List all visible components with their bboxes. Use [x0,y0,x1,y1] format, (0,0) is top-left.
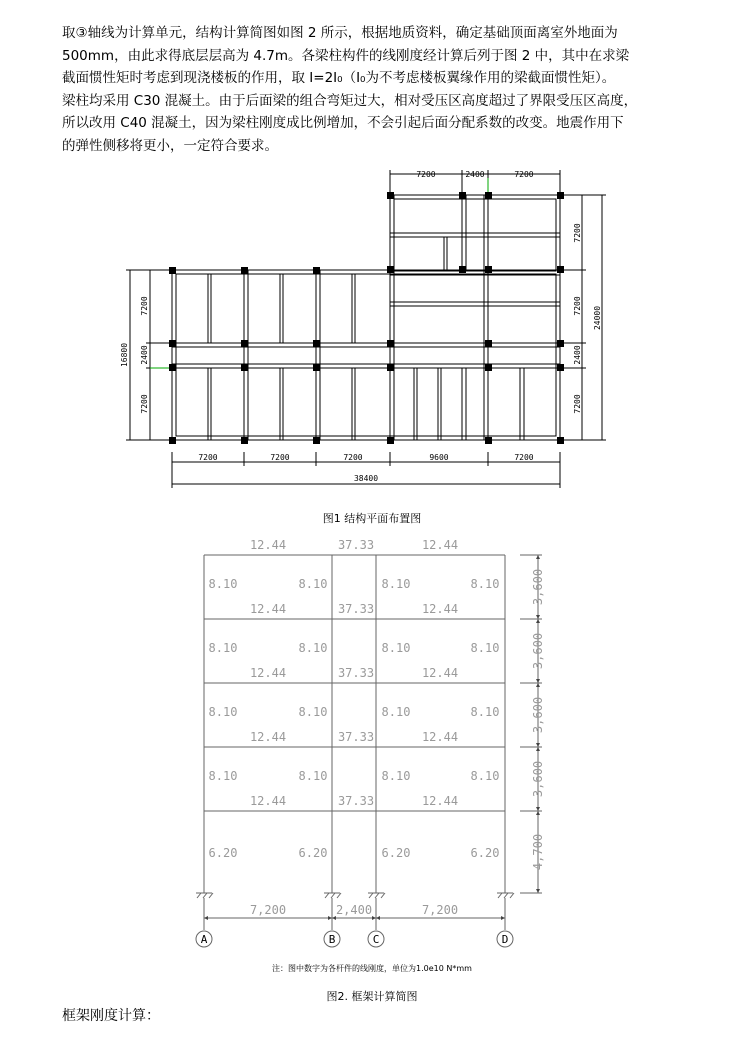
beam-stiffness-label: 12.44 [421,730,459,744]
column-stiffness-label: 6.20 [470,846,500,860]
span-label: 7,200 [249,903,287,917]
beam-stiffness-label: 12.44 [249,794,287,808]
column-stiffness-label: 8.10 [298,577,328,591]
fig1-right-dim: 2400 [573,345,582,365]
beam-stiffness-label: 37.33 [337,730,375,744]
beam-stiffness-label: 12.44 [249,602,287,616]
fig1-right-dim: 7200 [573,296,582,316]
intro-line: 所以改用 C40 混凝土，因为梁柱刚度成比例增加，不会引起后面分配系数的改变。地震作用下 [62,115,624,131]
beam-stiffness-label: 12.44 [249,538,287,552]
fig1-left-dim: 7200 [140,394,149,414]
intro-line: 500mm，由此求得底层层高为 4.7m。各梁柱构件的线刚度经计算后列于图 2 中，其中在求梁 [62,47,630,64]
fig2-frame-diagram [0,500,744,980]
fig1-bottom-dim: 7200 [270,453,290,462]
storey-height-label: 3,600 [531,760,545,798]
storey-height-label: 4,700 [531,833,545,871]
axis-label-d: D [501,933,509,946]
axis-label-c: C [372,933,380,946]
fig1-right-dim: 7200 [573,223,582,243]
column-stiffness-label: 6.20 [298,846,328,860]
fig1-left-dim: 2400 [140,345,149,365]
column-stiffness-label: 6.20 [381,846,411,860]
span-label: 2,400 [335,903,373,917]
column-stiffness-label: 8.10 [208,577,238,591]
column-stiffness-label: 8.10 [470,641,500,655]
span-label: 7,200 [421,903,459,917]
column-stiffness-label: 8.10 [381,769,411,783]
storey-height-label: 3,600 [531,632,545,670]
column-stiffness-label: 8.10 [470,705,500,719]
intro-line: 取③轴线为计算单元，结构计算简图如图 2 所示，根据地质资料，确定基础顶面离室外地面为 [62,25,618,41]
beam-stiffness-label: 37.33 [337,602,375,616]
fig1-top-dim: 2400 [465,170,485,179]
storey-height-label: 3,600 [531,568,545,606]
fig1-bottom-dim: 7200 [198,453,218,462]
beam-stiffness-label: 12.44 [249,666,287,680]
column-stiffness-label: 6.20 [208,846,238,860]
fig1-bottom-dim: 7200 [514,453,534,462]
intro-line: 梁柱均采用 C30 混凝土。由于后面梁的组合弯矩过大，相对受压区高度超过了界限受压区高度， [62,92,638,109]
fig1-caption: 图1 结构平面布置图 [322,512,422,525]
fig1-bottom-dim: 9600 [429,453,449,462]
storey-height-label: 3,600 [531,696,545,734]
section-heading: 框架刚度计算： [62,1008,160,1024]
intro-line: 截面惯性矩时考虑到现浇楼板的作用，取 I=2I₀（I₀为不考虑楼板翼缘作用的梁截面惯性矩）。 [62,70,616,86]
fig1-bottom-total: 38400 [353,474,379,483]
fig1-right-total: 24000 [593,305,602,331]
column-stiffness-label: 8.10 [298,705,328,719]
fig1-top-dim: 7200 [514,170,534,179]
beam-stiffness-label: 37.33 [337,794,375,808]
beam-stiffness-label: 37.33 [337,538,375,552]
column-stiffness-label: 8.10 [208,769,238,783]
fig1-left-total: 16800 [120,342,129,368]
fig1-right-dim: 7200 [573,394,582,414]
beam-stiffness-label: 37.33 [337,666,375,680]
intro-line: 的弹性侧移将更小，一定符合要求。 [62,137,278,154]
column-stiffness-label: 8.10 [208,641,238,655]
column-stiffness-label: 8.10 [381,705,411,719]
beam-stiffness-label: 12.44 [249,730,287,744]
fig1-floor-plan [0,0,744,500]
axis-label-b: B [328,933,336,946]
column-stiffness-label: 8.10 [470,769,500,783]
column-stiffness-label: 8.10 [381,641,411,655]
column-stiffness-label: 8.10 [298,769,328,783]
beam-stiffness-label: 12.44 [421,538,459,552]
column-stiffness-label: 8.10 [470,577,500,591]
beam-stiffness-label: 12.44 [421,794,459,808]
axis-label-a: A [200,933,208,946]
fig2-note: 注：图中数字为各杆件的线刚度，单位为1.0e10 N*mm [272,964,472,973]
fig1-bottom-dim: 7200 [343,453,363,462]
column-stiffness-label: 8.10 [208,705,238,719]
fig1-left-dim: 7200 [140,296,149,316]
beam-stiffness-label: 12.44 [421,666,459,680]
column-stiffness-label: 8.10 [381,577,411,591]
fig1-top-dim: 7200 [416,170,436,179]
beam-stiffness-label: 12.44 [421,602,459,616]
column-stiffness-label: 8.10 [298,641,328,655]
fig2-caption: 图2. 框架计算简图 [326,990,418,1003]
